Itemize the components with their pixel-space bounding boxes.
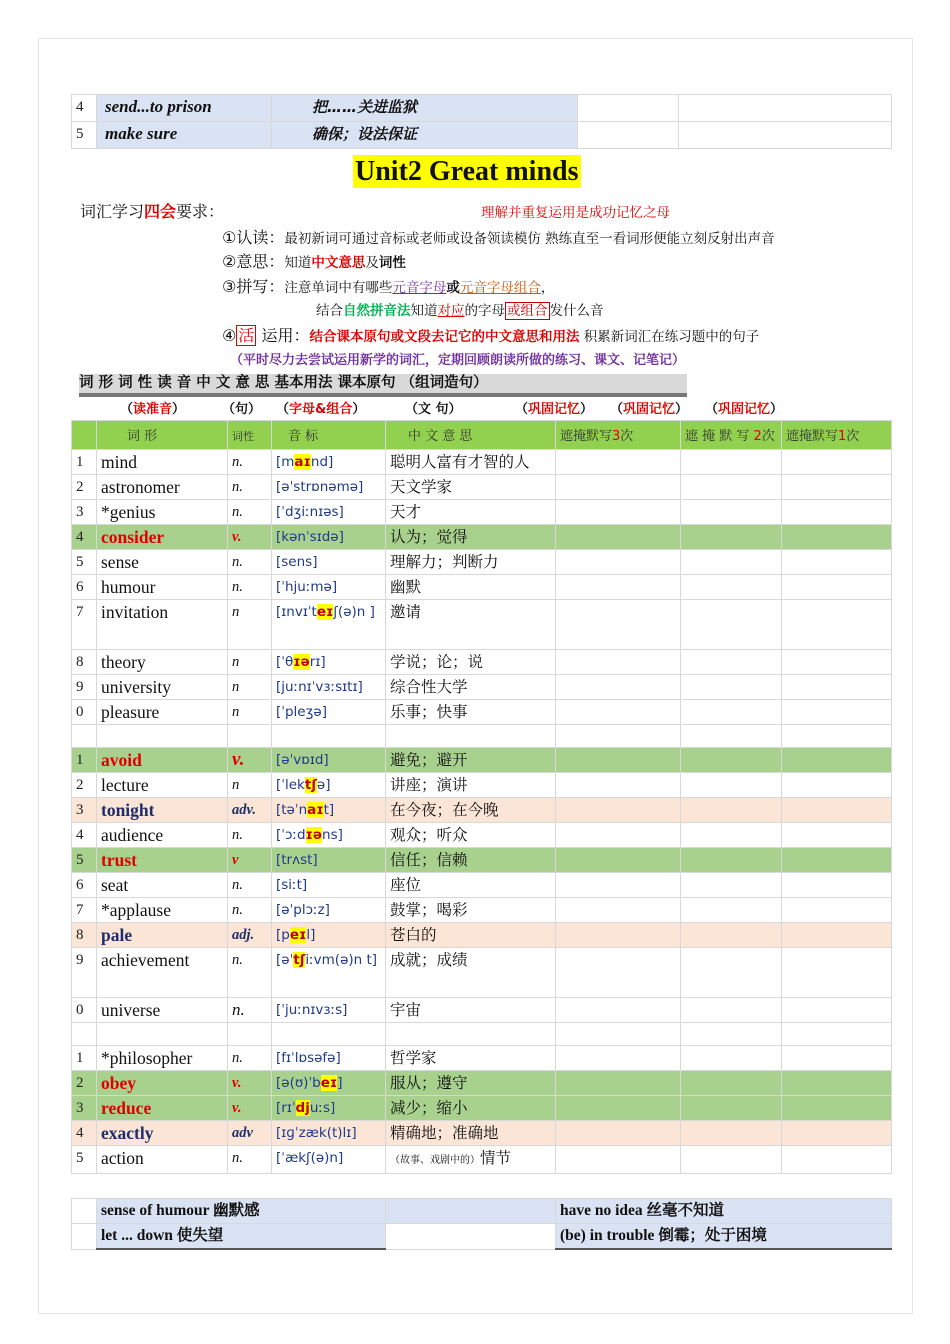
vocab-word: trust: [97, 848, 228, 873]
phonetic: [ə(ʊ)ˈbeɪ]: [272, 1071, 386, 1096]
phonetic: [ɪnvɪˈteɪʃ(ə)n ]: [272, 600, 386, 650]
row-number: 9: [72, 675, 97, 700]
unit-title: Unit2 Great minds: [355, 156, 579, 187]
row-number: 0: [72, 998, 97, 1023]
part-of-speech: v.: [228, 525, 272, 550]
method-header: 词 形 词 性 读 音 中 文 意 思 基本用法 课本原句 （组词造句）: [79, 374, 687, 395]
header-word: 词 形: [97, 421, 228, 450]
chinese-meaning: 认为；觉得: [386, 525, 556, 550]
phonetic: [ˈhjuːmə]: [272, 575, 386, 600]
row-number: 8: [72, 923, 97, 948]
part-of-speech: adv.: [228, 798, 272, 823]
dictation-cell[interactable]: [782, 575, 892, 600]
row-number: 7: [72, 898, 97, 923]
dictation-cell[interactable]: [681, 948, 782, 998]
phonetic: [trʌst]: [272, 848, 386, 873]
dictation-cell[interactable]: [782, 1121, 892, 1146]
vocab-row: [72, 600, 892, 650]
part-of-speech: n: [228, 773, 272, 798]
blank-cell: [782, 1023, 892, 1046]
vocab-row: [72, 1121, 892, 1146]
dictation-cell[interactable]: [782, 798, 892, 823]
part-of-speech: n.: [228, 1046, 272, 1071]
vocab-row: [72, 773, 892, 798]
dictation-cell[interactable]: [681, 923, 782, 948]
dictation-cell[interactable]: [556, 898, 681, 923]
blank-cell: [578, 95, 679, 122]
phrase-meaning: 把……关进监狱: [272, 95, 578, 122]
row-number: 0: [72, 700, 97, 725]
phrase-table: [71, 1198, 892, 1250]
dictation-cell[interactable]: [681, 700, 782, 725]
row-number: 5: [72, 848, 97, 873]
dictation-cell[interactable]: [782, 550, 892, 575]
chinese-meaning: 信任；信赖: [386, 848, 556, 873]
vocab-row: [72, 848, 892, 873]
part-of-speech: adv: [228, 1121, 272, 1146]
chinese-meaning: 成就；成绩: [386, 948, 556, 998]
blank-cell: [681, 1023, 782, 1046]
vocab-row: [72, 700, 892, 725]
phonetic: [əˈstrɒnəmə]: [272, 475, 386, 500]
phonetic: [əˈvɒɪd]: [272, 748, 386, 773]
dictation-cell[interactable]: [782, 998, 892, 1023]
phonetic: [əˈtʃiːvm(ə)n t]: [272, 948, 386, 998]
chinese-meaning: 邀请: [386, 600, 556, 650]
chinese-meaning: 服从；遵守: [386, 1071, 556, 1096]
dictation-cell[interactable]: [556, 773, 681, 798]
chinese-meaning: 避免；避开: [386, 748, 556, 773]
req-line-phonics: 结合自然拼音法知道对应的字母 或组合 发什么音: [316, 303, 604, 319]
chinese-meaning: 苍白的: [386, 923, 556, 948]
dictation-cell[interactable]: [556, 998, 681, 1023]
dictation-cell[interactable]: [782, 873, 892, 898]
method-label: （巩固记忆）: [515, 402, 594, 417]
vocab-row: [72, 873, 892, 898]
part-of-speech: n.: [228, 500, 272, 525]
blank-cell: [272, 725, 386, 748]
part-of-speech: n: [228, 675, 272, 700]
top-phrase-table: [71, 94, 892, 149]
dictation-cell[interactable]: [681, 1046, 782, 1071]
chinese-meaning: 学说；论；说: [386, 650, 556, 675]
vocab-word: achievement: [97, 948, 228, 998]
phrase-meaning: 确保；设法保证: [272, 122, 578, 149]
dictation-cell[interactable]: [681, 650, 782, 675]
header-pos: 词性: [228, 421, 272, 450]
dictation-cell[interactable]: [681, 1071, 782, 1096]
vocab-word: mind: [97, 450, 228, 475]
row-number: 3: [72, 1096, 97, 1121]
dictation-cell[interactable]: [681, 675, 782, 700]
row-number: 9: [72, 948, 97, 998]
chinese-meaning: 综合性大学: [386, 675, 556, 700]
phonetic: [kənˈsɪdə]: [272, 525, 386, 550]
dictation-cell[interactable]: [782, 948, 892, 998]
blank-cell: [556, 1023, 681, 1046]
vocab-header-row: [72, 421, 892, 450]
vocab-row: [72, 748, 892, 773]
dictation-cell[interactable]: [681, 848, 782, 873]
vocab-row: [72, 575, 892, 600]
dictation-cell[interactable]: [556, 748, 681, 773]
vocab-row: [72, 923, 892, 948]
vocab-word: seat: [97, 873, 228, 898]
chinese-meaning: 在今夜；在今晚: [386, 798, 556, 823]
dictation-cell[interactable]: [782, 1146, 892, 1174]
row-number: 8: [72, 650, 97, 675]
blank-cell: [578, 122, 679, 149]
vocab-word: consider: [97, 525, 228, 550]
dictation-cell[interactable]: [782, 1071, 892, 1096]
dictation-cell[interactable]: [782, 923, 892, 948]
dictation-cell[interactable]: [782, 475, 892, 500]
phrase-left-2: let ... down 使失望: [97, 1224, 386, 1250]
vocab-row: [72, 898, 892, 923]
vocab-row: [72, 798, 892, 823]
chinese-meaning: 乐事；快事: [386, 700, 556, 725]
vocab-word: pleasure: [97, 700, 228, 725]
method-header-underline: [79, 395, 687, 397]
dictation-cell[interactable]: [556, 525, 681, 550]
vocab-word: exactly: [97, 1121, 228, 1146]
part-of-speech: n.: [228, 998, 272, 1023]
vocab-word: *genius: [97, 500, 228, 525]
dictation-cell[interactable]: [681, 1146, 782, 1174]
dictation-cell[interactable]: [782, 450, 892, 475]
row-number: 3: [72, 798, 97, 823]
part-of-speech: n.: [228, 873, 272, 898]
dictation-cell[interactable]: [782, 773, 892, 798]
part-of-speech: v: [228, 848, 272, 873]
dictation-cell[interactable]: [782, 1096, 892, 1121]
row-number: 4: [72, 1121, 97, 1146]
phonetic: [ˈdʒiːnɪəs]: [272, 500, 386, 525]
phonetic: [siːt]: [272, 873, 386, 898]
dictation-cell[interactable]: [782, 650, 892, 675]
phrase-text: send...to prison: [97, 95, 272, 122]
chinese-meaning: 宇宙: [386, 998, 556, 1023]
vocab-word: sense: [97, 550, 228, 575]
dictation-cell[interactable]: [556, 923, 681, 948]
spacer-row: [72, 725, 892, 748]
top-phrase-row: [72, 122, 892, 149]
vocab-word: lecture: [97, 773, 228, 798]
spacer-row: [72, 1023, 892, 1046]
vocab-word: humour: [97, 575, 228, 600]
dictation-cell[interactable]: [681, 873, 782, 898]
dictation-cell[interactable]: [681, 525, 782, 550]
row-number: 5: [72, 1146, 97, 1174]
chinese-meaning: 讲座；演讲: [386, 773, 556, 798]
phonetic: [peɪl]: [272, 923, 386, 948]
row-number: 4: [72, 95, 97, 122]
dictation-cell[interactable]: [782, 823, 892, 848]
dictation-cell[interactable]: [556, 848, 681, 873]
method-label: （文 句）: [405, 402, 462, 417]
dictation-cell[interactable]: [556, 1071, 681, 1096]
chinese-meaning: 观众；听众: [386, 823, 556, 848]
row-number: 1: [72, 1046, 97, 1071]
dictation-cell[interactable]: [556, 675, 681, 700]
vocab-word: *applause: [97, 898, 228, 923]
dictation-cell[interactable]: [681, 500, 782, 525]
dictation-cell[interactable]: [556, 500, 681, 525]
phonetic: [ɪɡˈzæk(t)lɪ]: [272, 1121, 386, 1146]
dictation-cell[interactable]: [681, 450, 782, 475]
row-number: 2: [72, 773, 97, 798]
dictation-cell[interactable]: [681, 798, 782, 823]
vocab-word: reduce: [97, 1096, 228, 1121]
chinese-meaning: 天才: [386, 500, 556, 525]
method-subheader: [0, 398, 950, 418]
dictation-cell[interactable]: [681, 898, 782, 923]
dictation-cell[interactable]: [782, 898, 892, 923]
chinese-meaning: 座位: [386, 873, 556, 898]
dictation-cell[interactable]: [782, 848, 892, 873]
dictation-cell[interactable]: [782, 700, 892, 725]
vocab-row: [72, 823, 892, 848]
row-number: 1: [72, 450, 97, 475]
phonetic: [əˈplɔːz]: [272, 898, 386, 923]
dictation-cell[interactable]: [556, 475, 681, 500]
chinese-meaning: 天文学家: [386, 475, 556, 500]
vocab-row: [72, 650, 892, 675]
row-number: 6: [72, 873, 97, 898]
dictation-cell[interactable]: [681, 998, 782, 1023]
phrase-num: [72, 1224, 97, 1250]
part-of-speech: n.: [228, 550, 272, 575]
req-line-usage: ④ 活 运用：结合课本原句或文段去记它的中文意思和用法 积累新词汇在练习题中的句子: [222, 326, 760, 345]
phrase-left-1: sense of humour 幽默感: [97, 1199, 386, 1224]
dictation-cell[interactable]: [556, 450, 681, 475]
phrase-right-1: have no idea 丝毫不知道: [556, 1199, 892, 1224]
blank-cell: [679, 95, 892, 122]
dictation-cell[interactable]: [782, 748, 892, 773]
dictation-cell[interactable]: [556, 575, 681, 600]
vocab-table: [71, 420, 892, 1174]
blank-cell: [679, 122, 892, 149]
vocab-row: [72, 1071, 892, 1096]
dictation-cell[interactable]: [782, 525, 892, 550]
method-label: （句）: [222, 402, 262, 417]
chinese-meaning: （故事、戏剧中的）情节: [386, 1146, 556, 1174]
dictation-cell[interactable]: [556, 1046, 681, 1071]
blank-cell: [72, 1023, 97, 1046]
phonetic: [juːnɪˈvɜːsɪtɪ]: [272, 675, 386, 700]
dictation-cell[interactable]: [681, 1096, 782, 1121]
top-phrase-row: [72, 95, 892, 122]
row-number: 6: [72, 575, 97, 600]
dictation-cell[interactable]: [681, 550, 782, 575]
chinese-meaning: 哲学家: [386, 1046, 556, 1071]
vocab-word: avoid: [97, 748, 228, 773]
dictation-cell[interactable]: [556, 823, 681, 848]
part-of-speech: n.: [228, 948, 272, 998]
chinese-meaning: 精确地；准确地: [386, 1121, 556, 1146]
memory-tip: 理解并重复运用是成功记忆之母: [481, 205, 670, 221]
method-label: （读准音）: [120, 402, 186, 417]
method-label: （巩固记忆）: [705, 402, 784, 417]
part-of-speech: v.: [228, 748, 272, 773]
vocab-word: universe: [97, 998, 228, 1023]
part-of-speech: n.: [228, 575, 272, 600]
blank-cell: [72, 725, 97, 748]
dictation-cell[interactable]: [556, 948, 681, 998]
row-number: 3: [72, 500, 97, 525]
vocab-word: theory: [97, 650, 228, 675]
blank-cell: [272, 1023, 386, 1046]
phonetic: [ˈθɪərɪ]: [272, 650, 386, 675]
blank-cell: [386, 725, 556, 748]
dictation-cell[interactable]: [681, 575, 782, 600]
part-of-speech: n.: [228, 1146, 272, 1174]
dictation-cell[interactable]: [782, 600, 892, 650]
vocab-row: [72, 525, 892, 550]
phonetic: [ˈjuːnɪvɜːs]: [272, 998, 386, 1023]
dictation-cell[interactable]: [556, 873, 681, 898]
chinese-meaning: 幽默: [386, 575, 556, 600]
method-label: （字母&组合）: [276, 402, 366, 417]
req-line-meaning: ②意思：知道中文意思及词性: [222, 252, 406, 271]
phonetic: [ˈlektʃə]: [272, 773, 386, 798]
chinese-meaning: 减少；缩小: [386, 1096, 556, 1121]
chinese-meaning: 聪明人富有才智的人: [386, 450, 556, 475]
dictation-cell[interactable]: [681, 748, 782, 773]
row-number: 5: [72, 550, 97, 575]
vocab-row: [72, 550, 892, 575]
vocab-word: action: [97, 1146, 228, 1174]
vocab-word: university: [97, 675, 228, 700]
row-number: 4: [72, 823, 97, 848]
row-number: 1: [72, 748, 97, 773]
header-dictation-3: 遮掩默写3次: [556, 421, 681, 450]
part-of-speech: n.: [228, 475, 272, 500]
header-ipa: 音 标: [272, 421, 386, 450]
req-line-recognize: ①认读：最初新词可通过音标或老师或设备领读模仿 熟练直至一看词形便能立刻反射出声音: [222, 228, 775, 247]
vocab-row: [72, 500, 892, 525]
part-of-speech: v.: [228, 1096, 272, 1121]
phrase-text: make sure: [97, 122, 272, 149]
part-of-speech: n.: [228, 898, 272, 923]
chinese-meaning: 鼓掌；喝彩: [386, 898, 556, 923]
part-of-speech: n.: [228, 823, 272, 848]
vocab-word: pale: [97, 923, 228, 948]
chinese-meaning: 理解力；判断力: [386, 550, 556, 575]
row-number: 2: [72, 1071, 97, 1096]
row-number: 4: [72, 525, 97, 550]
vocab-row: [72, 475, 892, 500]
part-of-speech: n.: [228, 450, 272, 475]
dictation-cell[interactable]: [681, 600, 782, 650]
row-number: 7: [72, 600, 97, 650]
part-of-speech: n: [228, 600, 272, 650]
vocab-row: [72, 675, 892, 700]
row-number: 2: [72, 475, 97, 500]
part-of-speech: n: [228, 650, 272, 675]
header-num: [72, 421, 97, 450]
vocab-word: obey: [97, 1071, 228, 1096]
phonetic: [ˈpleʒə]: [272, 700, 386, 725]
part-of-speech: v.: [228, 1071, 272, 1096]
blank-cell: [97, 1023, 228, 1046]
dictation-cell[interactable]: [556, 1121, 681, 1146]
dictation-cell[interactable]: [681, 823, 782, 848]
vocab-row: [72, 948, 892, 998]
phrase-mid-1: [386, 1199, 556, 1224]
header-meaning: 中 文 意 思: [386, 421, 556, 450]
vocab-row: [72, 998, 892, 1023]
req-practice-note: （平时尽力去尝试运用新学的词汇，定期回顾朗读所做的练习、课文、记笔记）: [230, 353, 686, 368]
part-of-speech: adj.: [228, 923, 272, 948]
dictation-cell[interactable]: [681, 773, 782, 798]
vocab-word: astronomer: [97, 475, 228, 500]
dictation-cell[interactable]: [556, 600, 681, 650]
vocab-row: [72, 1096, 892, 1121]
req-line-spelling: ③拼写：注意单词中有哪些元音字母或元音字母组合，: [222, 277, 555, 296]
dictation-cell[interactable]: [681, 475, 782, 500]
vocab-word: tonight: [97, 798, 228, 823]
phonetic: [ˈɔːdɪəns]: [272, 823, 386, 848]
dictation-cell[interactable]: [556, 1096, 681, 1121]
phrase-mid-2: [386, 1224, 556, 1250]
dictation-cell[interactable]: [556, 798, 681, 823]
dictation-cell[interactable]: [782, 675, 892, 700]
vocab-word: *philosopher: [97, 1046, 228, 1071]
vocab-word: invitation: [97, 600, 228, 650]
blank-cell: [386, 1023, 556, 1046]
dictation-cell[interactable]: [556, 700, 681, 725]
phonetic: [ˈækʃ(ə)n]: [272, 1146, 386, 1174]
vocab-word: audience: [97, 823, 228, 848]
blank-cell: [228, 725, 272, 748]
phrase-right-2: (be) in trouble 倒霉；处于困境: [556, 1224, 892, 1250]
dictation-cell[interactable]: [556, 550, 681, 575]
header-dictation-1: 遮掩默写1次: [782, 421, 892, 450]
dictation-cell[interactable]: [556, 1146, 681, 1174]
phrase-num: [72, 1199, 97, 1224]
vocab-row: [72, 450, 892, 475]
blank-cell: [228, 1023, 272, 1046]
blank-cell: [97, 725, 228, 748]
vocab-row: [72, 1046, 892, 1071]
dictation-cell[interactable]: [681, 1121, 782, 1146]
requirements-heading: 词汇学习四会要求：: [80, 202, 225, 221]
header-dictation-2: 遮 掩 默 写 2次: [681, 421, 782, 450]
vocab-row: [72, 1146, 892, 1174]
part-of-speech: n: [228, 700, 272, 725]
dictation-cell[interactable]: [782, 1046, 892, 1071]
blank-cell: [556, 725, 681, 748]
row-number: 5: [72, 122, 97, 149]
blank-cell: [782, 725, 892, 748]
phonetic: [təˈnaɪt]: [272, 798, 386, 823]
dictation-cell[interactable]: [782, 500, 892, 525]
phonetic: [fɪˈlɒsəfə]: [272, 1046, 386, 1071]
phonetic: [sens]: [272, 550, 386, 575]
phonetic: [rɪˈdjuːs]: [272, 1096, 386, 1121]
dictation-cell[interactable]: [556, 650, 681, 675]
blank-cell: [681, 725, 782, 748]
method-label: （巩固记忆）: [610, 402, 689, 417]
phonetic: [maɪnd]: [272, 450, 386, 475]
